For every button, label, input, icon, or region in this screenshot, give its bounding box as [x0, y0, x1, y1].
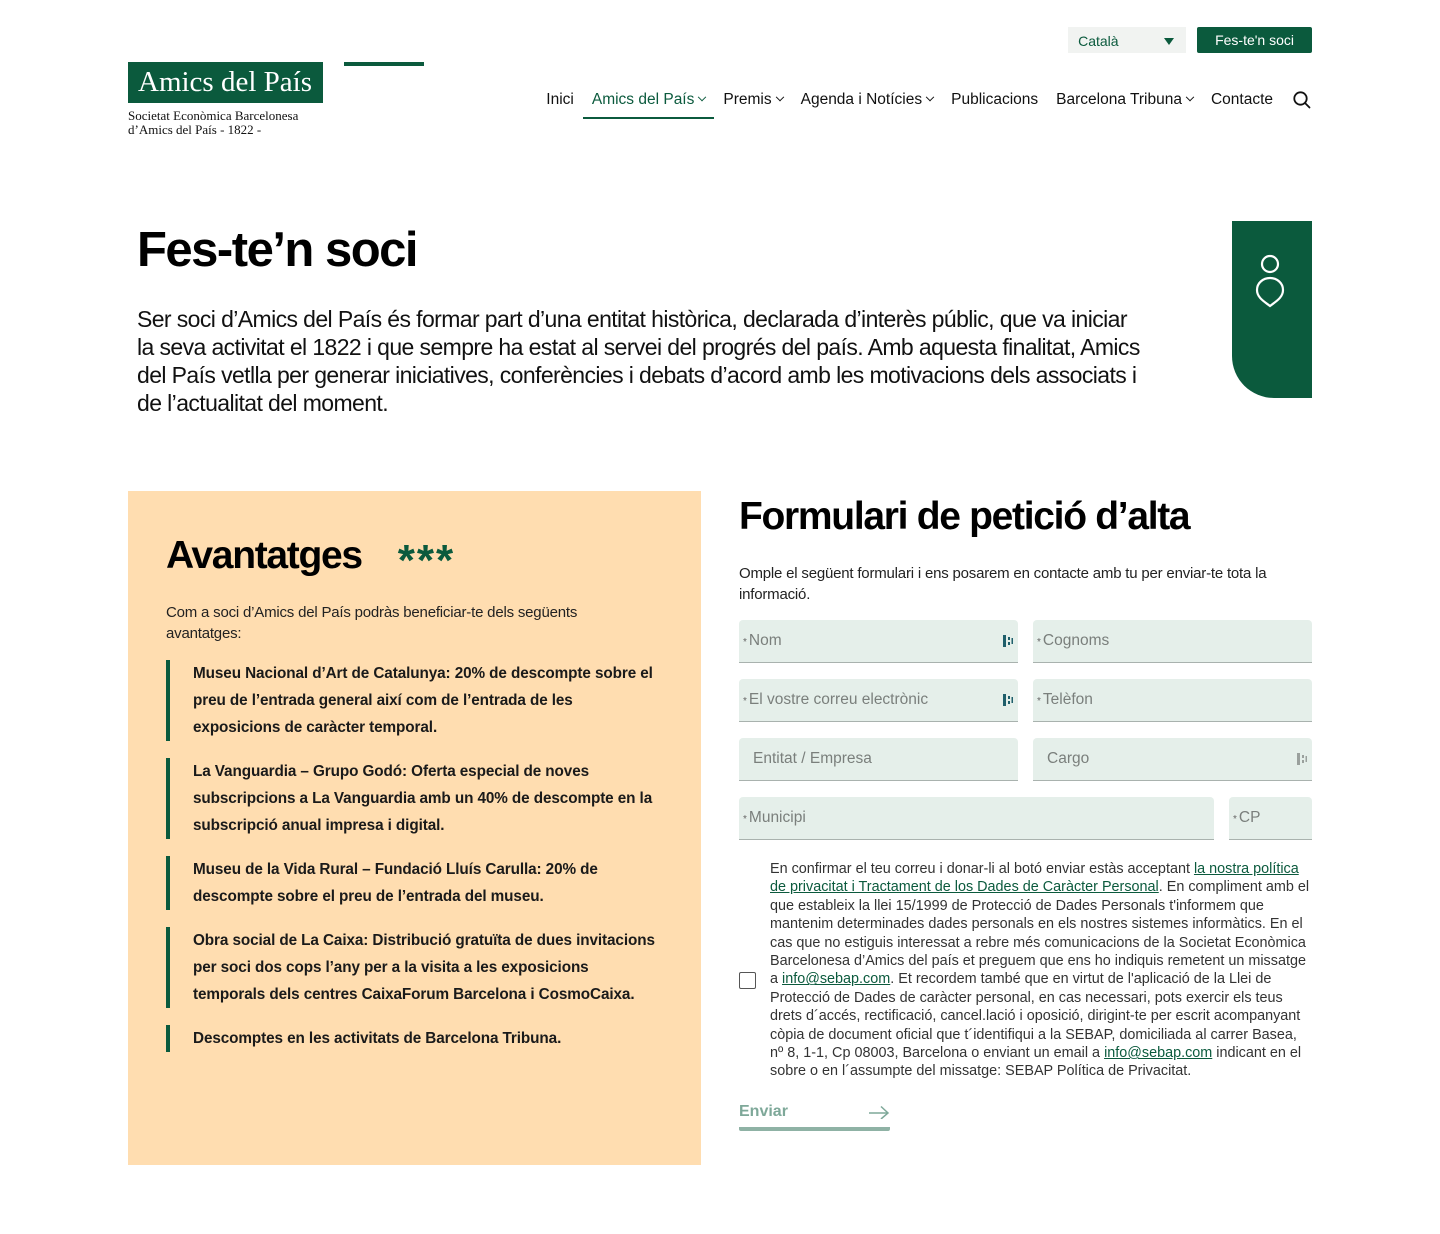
benefit-item: Descomptes en les activitats de Barcelona Tribuna.: [166, 1025, 664, 1052]
chevron-down-icon: [698, 93, 706, 101]
utility-bar: [1068, 27, 1312, 53]
privacy-text-part: indicant en el sobre o en l´assumpte del missatge: SEBAP Política de Privacitat.: [770, 1045, 1302, 1080]
email-field[interactable]: [739, 679, 1018, 722]
logo-title: Amics del País: [128, 62, 323, 103]
hero-description: Ser soci d’Amics del País és formar part d’una entitat històrica, declarada d’interès públic, que va iniciar la seva activitat el 1822 i que sempre ha estat al servei del progrés del país. Amb aquesta finalitat, Amics del País vetlla per generar iniciatives, conferències i debats d’acord amb les motivacions dels associats i de l’actualitat del moment.: [137, 306, 1140, 416]
privacy-text-part: En confirmar el teu correu i donar-li al botó enviar estàs acceptant: [770, 861, 1194, 877]
nav-item-publicacions[interactable]: [942, 91, 1047, 109]
nav-item-premis[interactable]: [714, 91, 791, 109]
required-mark: *: [743, 695, 747, 707]
nav-item-label: Premis: [723, 91, 772, 108]
logo-subtitle-line1: Societat Econòmica Barcelonesa: [128, 108, 299, 123]
benefit-item: Museu de la Vida Rural – Fundació Lluís Carulla: 20% de descompte sobre el preu de l’entrada del museu.: [166, 856, 664, 910]
benefits-panel: [128, 491, 701, 1165]
cognoms-field[interactable]: [1033, 620, 1312, 663]
benefit-item: La Vanguardia – Grupo Godó: Oferta especial de noves subscripcions a La Vanguardia amb un 40% de descompte en la subscripció anual impresa i digital.: [166, 758, 664, 839]
cargo-field[interactable]: [1033, 738, 1312, 781]
entitat-placeholder: Entitat / Empresa: [753, 750, 872, 767]
submit-button[interactable]: [739, 1103, 890, 1131]
logo-subtitle: [128, 109, 424, 137]
nav-item-label: Barcelona Tribuna: [1056, 91, 1182, 108]
email-placeholder: El vostre correu electrònic: [748, 691, 929, 708]
required-mark: *: [1037, 695, 1041, 707]
privacy-checkbox[interactable]: [739, 972, 756, 989]
benefits-list: [166, 660, 663, 1052]
nav-item-label: Inici: [546, 91, 574, 108]
become-member-button[interactable]: Fes-te'n soci: [1197, 27, 1312, 53]
nav-item-label: Contacte: [1210, 91, 1273, 108]
cp-field[interactable]: [1229, 797, 1312, 840]
site-logo[interactable]: [128, 62, 424, 137]
form-intro: Omple el següent formulari i ens posarem en contacte amb tu per enviar-te tota la informació.: [739, 565, 1267, 603]
chevron-down-icon: [1186, 93, 1194, 101]
benefit-item: Obra social de La Caixa: Distribució gratuïta de dues invitacions per soci dos cops l’any per a la visita a les exposicions temporals dels centres CaixaForum Barcelona i CosmoCaixa.: [166, 927, 664, 1008]
arrow-right-icon: [868, 1105, 890, 1119]
benefits-header: [166, 531, 663, 585]
required-mark: *: [743, 636, 747, 648]
telefon-field[interactable]: [1033, 679, 1312, 722]
required-mark: *: [743, 813, 747, 825]
membership-form: [739, 492, 1312, 1131]
member-badge: [1232, 221, 1312, 398]
submit-label: Enviar: [739, 1102, 788, 1120]
privacy-policy-link[interactable]: la nostra política de privacitat i Tractament de los Dades de Caràcter Personal: [770, 861, 1299, 896]
privacy-text: [770, 860, 1310, 1081]
nav-item-amics-del-pais[interactable]: [583, 91, 715, 109]
nav-item-agenda[interactable]: [792, 91, 943, 109]
form-title: Formulari de petició d’alta: [739, 495, 1190, 538]
nom-placeholder: Nom: [748, 632, 782, 649]
privacy-text-part: . Et recordem també que en virtut de l'aplicació de la Llei de Protecció de Dades de caràcter personal, en cas necessari, pots exercir els teus drets d´accés, rectificació, cancel.lació i oposició, dirigint-te per escrit acompanyant còpia de document oficial que t´identifiqui a la SEBAP, domiciliada al carrer Basea, nº 8, 1-1, Cp 08003, Barcelona o enviant un email a: [770, 971, 1301, 1062]
nav-item-barcelona-tribuna[interactable]: [1047, 91, 1202, 109]
benefits-title: Avantatges: [166, 534, 362, 577]
required-mark: *: [1037, 636, 1041, 648]
benefit-item: Museu Nacional d’Art de Catalunya: 20% de descompte sobre el preu de l’entrada general així com de l’entrada de les exposicions de caràcter temporal.: [166, 660, 664, 741]
chevron-down-icon: [926, 93, 934, 101]
cognoms-placeholder: Cognoms: [1042, 632, 1110, 649]
privacy-consent: [739, 860, 1312, 1081]
nav-item-inici[interactable]: [537, 91, 583, 109]
municipi-field[interactable]: [739, 797, 1214, 840]
email-link[interactable]: info@sebap.com: [1104, 1045, 1213, 1062]
nav-item-label: Publicacions: [951, 91, 1039, 108]
password-manager-icon[interactable]: [1002, 634, 1014, 648]
cp-placeholder: CP: [1238, 809, 1261, 826]
language-select[interactable]: [1068, 27, 1186, 53]
telefon-placeholder: Telèfon: [1042, 691, 1093, 708]
form-fields: [739, 620, 1312, 840]
municipi-placeholder: Municipi: [748, 809, 806, 826]
required-mark: *: [1233, 813, 1237, 825]
logo-accent-bar: [344, 62, 424, 66]
search-icon[interactable]: [1292, 90, 1312, 110]
entitat-field[interactable]: [739, 738, 1018, 781]
email-link[interactable]: info@sebap.com: [782, 971, 891, 988]
language-select-value: Català: [1078, 33, 1119, 49]
cargo-placeholder: Cargo: [1047, 750, 1090, 767]
chevron-down-icon: [775, 93, 783, 101]
nom-field[interactable]: [739, 620, 1018, 663]
benefits-intro: Com a soci d’Amics del País podràs beneficiar-te dels següents avantatges:: [166, 604, 578, 642]
privacy-text-part: . En compliment amb el que estableix la llei 15/1999 de Protecció de Dades Personals t'informem que mantenim determinades dades personals en els nostres sistemes informàtics. En el cas que no estiguis interessat a rebre més comunicacions de la Societat Econòmica Barcelonesa d’Amics del país et preguem que ens ho indiquis remetent un missatge a: [770, 879, 1310, 988]
person-icon: [1255, 254, 1285, 310]
logo-subtitle-line2: d’Amics del País - 1822 -: [128, 122, 262, 137]
nav-item-label: Amics del País: [591, 91, 695, 108]
password-manager-icon[interactable]: [1296, 752, 1308, 766]
main-nav: [537, 88, 1312, 112]
stars-icon: ***: [397, 536, 456, 585]
nav-item-label: Agenda i Notícies: [800, 91, 923, 108]
caret-down-icon: [1164, 38, 1174, 45]
nav-item-contacte[interactable]: [1202, 91, 1282, 109]
page-title: Fes-te’n soci: [137, 223, 418, 277]
password-manager-icon[interactable]: [1002, 693, 1014, 707]
